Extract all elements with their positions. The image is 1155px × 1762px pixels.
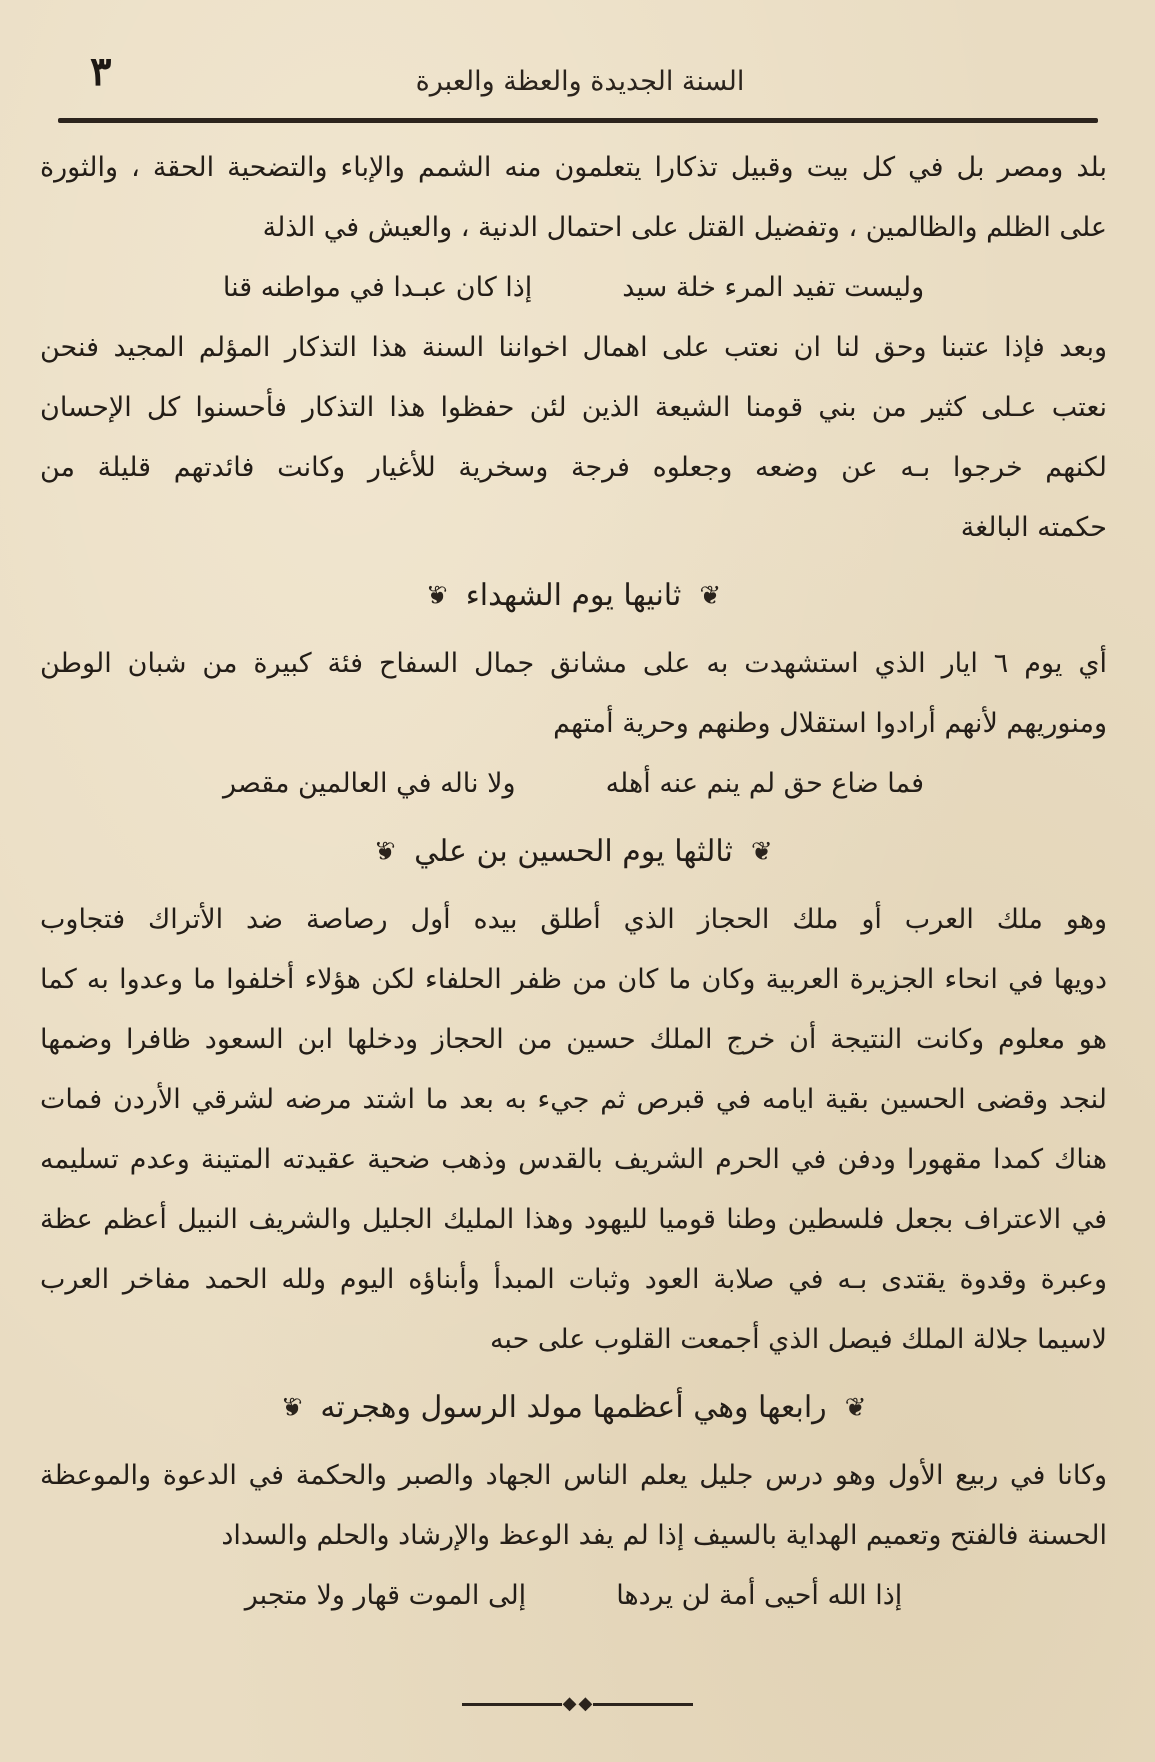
- flourish-ornament-icon: ❦: [425, 581, 448, 611]
- text-line: بلد ومصر بل في كل بيت وقبيل تذكارا يتعلمون منه الشمم والإباء والتضحية الحقة ، والثورة: [40, 152, 1107, 183]
- ornament-bar: [593, 1703, 693, 1706]
- flourish-ornament-icon: ❦: [750, 837, 773, 867]
- flourish-ornament-icon: ❦: [699, 581, 722, 611]
- diamond-ornament-icon: ◆: [578, 1693, 593, 1714]
- text-line: ومنوريهم لأنهم أرادوا استقلال وطنهم وحرية أمتهم: [553, 708, 1107, 739]
- text-line: حكمته البالغة: [960, 512, 1107, 543]
- text-line: على الظلم والظالمين ، وتفضيل القتل على احتمال الدنية ، والعيش في الذلة: [262, 212, 1107, 243]
- running-title: السنة الجديدة والعظة والعبرة: [415, 66, 745, 97]
- poetry-verse: [40, 258, 1107, 318]
- text-line: وكانا في ربيع الأول وهو درس جليل يعلم الناس الجهاد والصبر والحكمة في الدعوة والموعظة: [40, 1460, 1107, 1491]
- verse-first-hemistich: إذا الله أحيى أمة لن يردها: [616, 1580, 903, 1611]
- text-line: لنجد وقضى الحسين بقية ايامه في قبرص ثم جيء به بعد ما اشتد مرضه لشرقي الأردن فمات: [40, 1084, 1107, 1115]
- section-heading-text: رابعها وهي أعظمها مولد الرسول وهجرته: [320, 1390, 827, 1425]
- section-heading-hussein-bin-ali: [40, 814, 1107, 890]
- text-line: لاسيما جلالة الملك فيصل الذي أجمعت القلوب على حبه: [489, 1324, 1107, 1355]
- text-line: أي يوم ٦ ايار الذي استشهدت به على مشانق جمال السفاح فئة كبيرة من شبان الوطن: [40, 648, 1107, 679]
- verse-first-hemistich: فما ضاع حق لم ينم عنه أهله: [605, 768, 925, 799]
- text-line: نعتب عـلى كثير من بني قومنا الشيعة الذين لئن حفظوا هذا التذكار فأحسنوا كل الإحسان: [40, 392, 1107, 423]
- running-header: [60, 48, 1100, 112]
- section-heading-text: ثالثها يوم الحسين بن علي: [414, 834, 733, 869]
- text-line: لكنهم خرجوا بـه عن وضعه وجعلوه فرجة وسخرية للأغيار وكانت فائدتهم قليلة من: [40, 452, 1107, 483]
- diamond-ornament-icon: ◆: [562, 1693, 577, 1714]
- flourish-ornament-icon: ❦: [374, 837, 397, 867]
- section-heading-martyrs-day: [40, 558, 1107, 634]
- text-line: وبعد فإذا عتبنا وحق لنا ان نعتب على اهمال اخواننا السنة هذا التذكار المؤلم المجيد فنحن: [40, 332, 1107, 363]
- verse-second-hemistich: ولا ناله في العالمين مقصر: [223, 768, 516, 799]
- section-heading-text: ثانيها يوم الشهداء: [465, 578, 682, 613]
- verse-first-hemistich: وليست تفيد المرء خلة سيد: [622, 272, 925, 303]
- poetry-verse: [40, 1566, 1107, 1626]
- flourish-ornament-icon: ❦: [844, 1393, 867, 1423]
- verse-second-hemistich: إلى الموت قهار ولا متجبر: [244, 1580, 527, 1611]
- poetry-verse: [40, 754, 1107, 814]
- header-rule: [58, 118, 1098, 123]
- verse-second-hemistich: إذا كان عبـدا في مواطنه قنا: [222, 272, 533, 303]
- text-line: وهو ملك العرب أو ملك الحجاز الذي أطلق بيده أول رصاصة ضد الأتراك فتجاوب: [40, 904, 1107, 935]
- text-line: هناك كمدا مقهورا ودفن في الحرم الشريف بالقدس وذهب ضحية عقيدته المتينة وعدم تسليمه: [40, 1144, 1107, 1175]
- page-number: ٣: [90, 48, 112, 95]
- end-of-section-ornament: [0, 1695, 1155, 1713]
- text-line: هو معلوم وكانت النتيجة أن خرج الملك حسين من الحجاز ودخلها ابن السعود ظافرا وضمها: [40, 1024, 1107, 1055]
- section-heading-prophet-birth: [40, 1370, 1107, 1446]
- body-text: [40, 138, 1107, 1626]
- text-line: في الاعتراف بجعل فلسطين وطنا قوميا لليهود وهذا المليك الجليل والشريف النبيل أعظم عظة: [40, 1204, 1107, 1235]
- text-line: الحسنة فالفتح وتعميم الهداية بالسيف إذا لم يفد الوعظ والإرشاد والحلم والسداد: [221, 1520, 1107, 1551]
- text-line: وعبرة وقدوة يقتدى بـه في صلابة العود وثبات المبدأ وأبناؤه اليوم ولله الحمد مفاخر العرب: [40, 1264, 1107, 1295]
- text-line: دويها في انحاء الجزيرة العربية وكان ما كان من ظفر الحلفاء لكن هؤلاء أخلفوا ما وعدوا به كما: [40, 964, 1107, 995]
- ornament-bar: [462, 1703, 562, 1706]
- flourish-ornament-icon: ❦: [280, 1393, 303, 1423]
